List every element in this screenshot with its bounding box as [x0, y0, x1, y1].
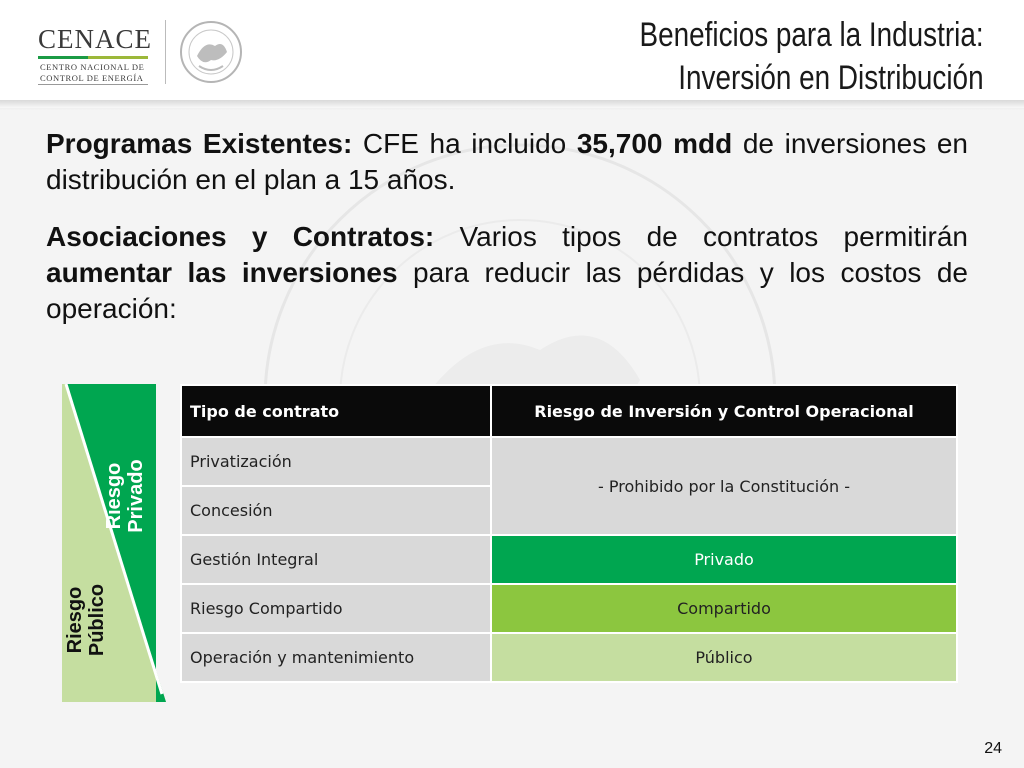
table-row — [181, 633, 957, 682]
logo-name: CENACE — [38, 24, 152, 54]
page-number: 24 — [984, 740, 1002, 757]
header-shadow — [0, 100, 1024, 110]
logo-bar — [38, 56, 88, 59]
label-line: Riesgo — [64, 586, 86, 654]
paragraph-text: para reducir las pérdidas y los costos de operación: — [46, 257, 969, 324]
contract-type-cell: Privatización — [181, 437, 491, 486]
risk-cell-private: Privado — [491, 535, 957, 584]
table-header-row — [181, 385, 957, 437]
paragraph-emphasis: aumentar las inversiones — [46, 257, 398, 288]
paragraph-lead: Asociaciones y Contratos: — [46, 221, 435, 252]
paragraph-text: de inversiones en distribución en el plan a 15 años. — [46, 128, 968, 195]
title-line: Inversión en Distribución — [678, 59, 984, 97]
risk-cell-shared: Compartido — [491, 584, 957, 633]
column-header: Riesgo de Inversión y Control Operacional — [491, 385, 957, 437]
contract-type-cell: Concesión — [181, 486, 491, 535]
table-row — [181, 584, 957, 633]
risk-cell-public: Público — [491, 633, 957, 682]
logo-subtitle: CENTRO NACIONAL DE — [40, 62, 145, 72]
risk-gradient-bar — [62, 384, 166, 702]
paragraph-lead: Programas Existentes: — [46, 128, 353, 159]
cenace-logo — [30, 18, 260, 88]
paragraph-emphasis: 35,700 mdd — [576, 128, 733, 159]
private-risk-label — [103, 440, 149, 552]
table-row — [181, 535, 957, 584]
logo-underline — [38, 84, 148, 85]
label-line: Público — [86, 583, 108, 657]
contract-type-cell: Riesgo Compartido — [181, 584, 491, 633]
logo-divider — [165, 20, 166, 84]
paragraph-text: CFE ha incluido — [352, 128, 577, 159]
label-line: Riesgo — [103, 462, 125, 530]
prohibited-cell: - Prohibido por la Constitución - — [491, 437, 957, 535]
contract-type-cell: Operación y mantenimiento — [181, 633, 491, 682]
public-risk-label — [64, 564, 110, 676]
logo-bar — [88, 56, 148, 59]
logo-subtitle: CONTROL DE ENERGÍA — [40, 73, 144, 83]
column-header: Tipo de contrato — [181, 385, 491, 437]
paragraph-existing-programs — [46, 126, 968, 198]
label-line: Privado — [125, 459, 147, 533]
paragraph-text: Varios tipos de contratos permitirán — [434, 221, 968, 252]
title-line: Beneficios para la Industria: — [639, 16, 984, 54]
contract-type-cell: Gestión Integral — [181, 535, 491, 584]
paragraph-associations — [46, 219, 968, 327]
national-seal-icon — [175, 18, 247, 86]
page-title — [640, 14, 984, 100]
contract-table — [180, 384, 958, 683]
table-row — [181, 437, 957, 486]
